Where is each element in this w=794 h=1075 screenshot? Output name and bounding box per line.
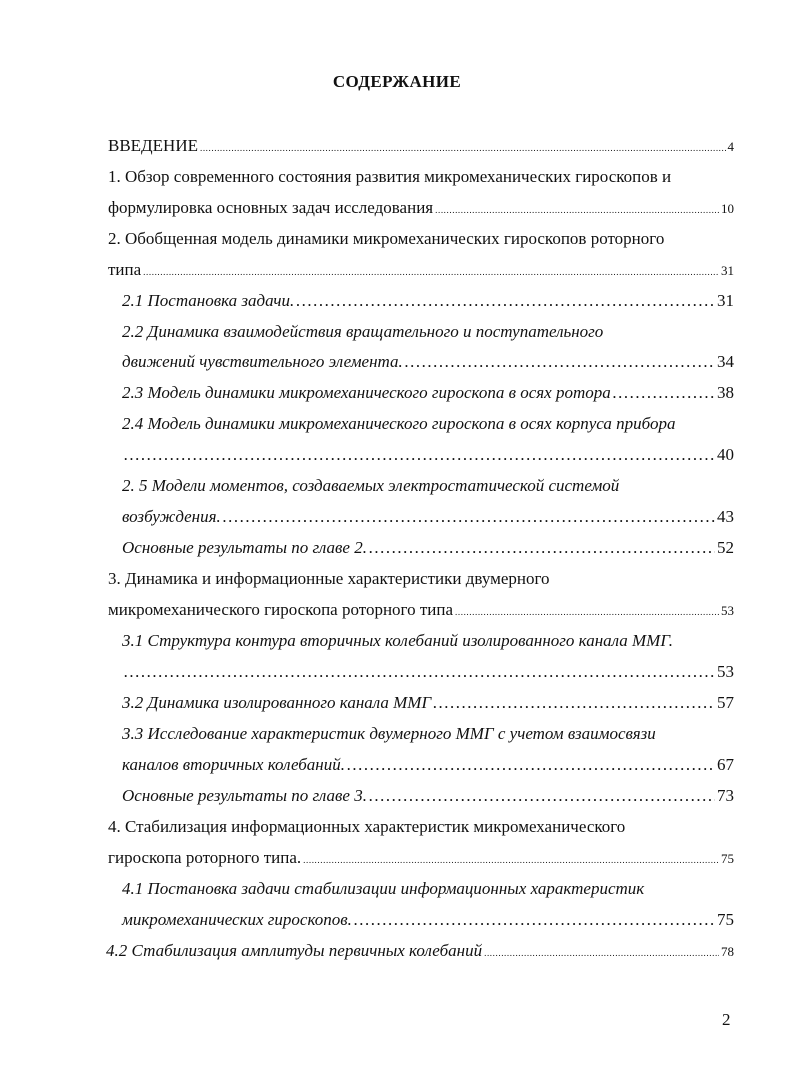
toc-leader	[369, 784, 715, 808]
toc-leader	[303, 848, 719, 872]
toc-page: 73	[717, 786, 734, 805]
toc-entry-2-4-line1: 2.4 Модель динамики микромеханического гироскопа в осях корпуса прибора	[122, 414, 676, 433]
toc-entry-3-1-line1: 3.1 Структура контура вторичных колебаний изолированного канала ММГ.	[122, 631, 673, 650]
toc-leader	[124, 660, 715, 684]
toc-leader	[405, 350, 715, 374]
toc-entry-text: возбуждения.	[122, 507, 221, 526]
toc-page: 4	[727, 139, 734, 154]
toc-entry-4-2[interactable]	[106, 939, 734, 963]
toc-page: 75	[717, 910, 734, 929]
toc-entry-text: Основные результаты по главе 2.	[122, 538, 367, 557]
toc-entry-2-5[interactable]	[122, 505, 734, 529]
toc-entry-text: гироскопа роторного типа.	[108, 848, 302, 867]
toc-page: 43	[717, 507, 734, 526]
toc-page: 40	[717, 445, 734, 464]
toc-page: 57	[717, 693, 734, 712]
toc-entry-text: движений чувствительного элемента.	[122, 352, 403, 371]
toc-entry-text: микромеханических гироскопов.	[122, 910, 352, 929]
toc-leader	[347, 753, 715, 777]
toc-leader	[354, 908, 715, 932]
toc-entry-2-5-line1: 2. 5 Модели моментов, создаваемых электростатической системой	[122, 476, 620, 495]
toc-leader	[613, 381, 715, 405]
toc-entry-3-3-line1: 3.3 Исследование характеристик двумерного ММГ с учетом взаимосвязи	[122, 724, 656, 743]
toc-leader	[143, 260, 719, 284]
toc-entry-text: формулировка основных задач исследования	[108, 198, 434, 217]
toc-entry-2-2[interactable]	[122, 350, 734, 374]
toc-entry-4-1[interactable]	[122, 908, 734, 932]
toc-page: 38	[717, 383, 734, 402]
toc-entry-1-line1: 1. Обзор современного состояния развития микромеханических гироскопов и	[108, 167, 672, 186]
toc-entry-3-3[interactable]	[122, 753, 734, 777]
toc-entry-1[interactable]	[108, 196, 734, 220]
toc-page: 53	[721, 603, 734, 618]
toc-entry-text: микромеханического гироскопа роторного типа	[108, 600, 454, 619]
toc-entry-results-2[interactable]	[122, 536, 734, 560]
toc-page: 31	[717, 291, 734, 310]
toc-entry-text: каналов вторичных колебаний.	[122, 755, 345, 774]
toc-entry-text: 2.3 Модель динамики микромеханического гироскопа в осях ротора	[122, 383, 611, 402]
toc-entry-2-4[interactable]	[122, 443, 734, 467]
toc-leader	[484, 941, 719, 965]
toc-entry-2-3[interactable]	[122, 381, 734, 405]
toc-page: 67	[717, 755, 734, 774]
toc-entry-2[interactable]	[108, 258, 734, 282]
toc-title: СОДЕРЖАНИЕ	[332, 72, 462, 91]
page-number: 2	[722, 1010, 731, 1029]
toc-leader	[433, 691, 715, 715]
toc-page: 75	[721, 851, 734, 866]
toc-page: 53	[717, 662, 734, 681]
toc-page: 34	[717, 352, 734, 371]
toc-entry-2-1[interactable]	[122, 289, 734, 313]
toc-entry-4[interactable]	[108, 846, 734, 870]
toc-page: 52	[717, 538, 734, 557]
toc-page: 31	[721, 263, 734, 278]
toc-entry-3-1[interactable]	[122, 660, 734, 684]
toc-entry-text: Основные результаты по главе 3.	[122, 786, 367, 805]
toc-entry-4-1-line1: 4.1 Постановка задачи стабилизации информационных характеристик	[122, 879, 645, 898]
toc-leader	[223, 505, 715, 529]
toc-entry-text: типа	[108, 260, 142, 279]
toc-leader	[435, 198, 719, 222]
toc-leader	[124, 443, 715, 467]
toc-leader	[296, 289, 715, 313]
toc-entry-2-line1: 2. Обобщенная модель динамики микромеханических гироскопов роторного	[108, 229, 665, 248]
toc-entry-results-3[interactable]	[122, 784, 734, 808]
toc-entry-text: 3.2 Динамика изолированного канала ММГ	[122, 693, 432, 712]
toc-entry-4-line1: 4. Стабилизация информационных характеристик микромеханического	[108, 817, 626, 836]
toc-entry-2-2-line1: 2.2 Динамика взаимодействия вращательного и поступательного	[122, 322, 604, 341]
toc-leader	[200, 136, 726, 160]
toc-entry-3-2[interactable]	[122, 691, 734, 715]
toc-leader	[455, 600, 719, 624]
toc-entry-text: ВВЕДЕНИЕ	[108, 136, 198, 155]
toc-entry-3[interactable]	[108, 598, 734, 622]
toc-page: 78	[721, 944, 734, 959]
toc-entry-text: 4.2 Стабилизация амплитуды первичных колебаний	[106, 941, 483, 960]
toc-leader	[369, 536, 715, 560]
toc-entry-text: 2.1 Постановка задачи.	[122, 291, 295, 310]
toc-page: 10	[721, 201, 734, 216]
toc-entry-introduction[interactable]	[108, 134, 734, 158]
toc-entry-3-line1: 3. Динамика и информационные характеристики двумерного	[108, 569, 550, 588]
